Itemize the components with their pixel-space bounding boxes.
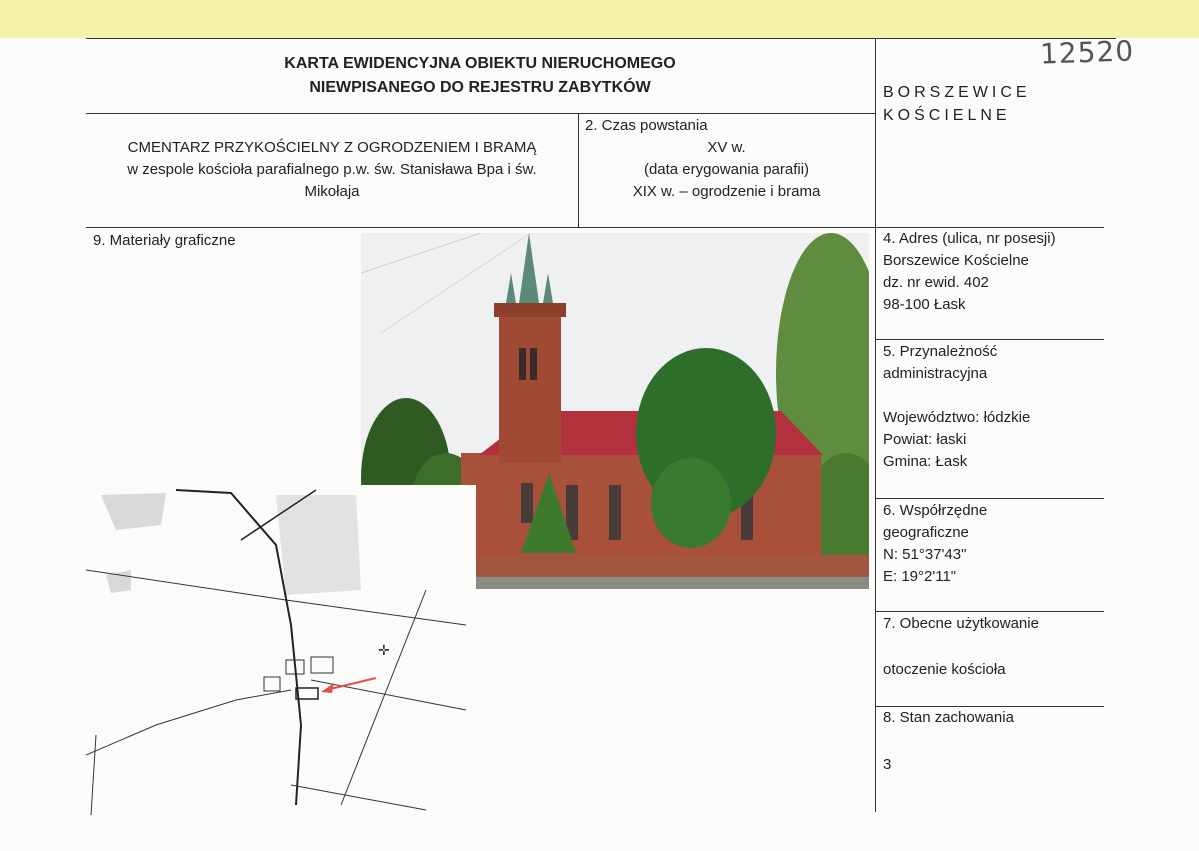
longitude-value: E: 19°2'11" <box>883 568 957 585</box>
handwritten-number: 12520 <box>1039 34 1135 71</box>
location-map <box>86 485 476 815</box>
graphics-label: 9. Materiały graficzne <box>93 232 236 249</box>
admin-divider <box>875 498 1104 499</box>
scan-top-band <box>0 0 1199 38</box>
address-line-1: Borszewice Kościelne <box>883 252 1029 269</box>
title-line-1: KARTA EWIDENCYJNA OBIEKTU NIERUCHOMEGO <box>284 55 676 72</box>
address-section <box>883 228 1056 316</box>
creation-line-1: XV w. <box>707 139 746 156</box>
address-divider <box>875 339 1104 340</box>
right-column-divider <box>875 38 876 812</box>
coords-label-2: geograficzne <box>883 524 969 541</box>
locality-name <box>883 81 1031 127</box>
coords-section <box>883 500 987 588</box>
coords-divider <box>875 611 1104 612</box>
admin-section <box>883 341 1030 473</box>
condition-value: 3 <box>883 756 892 773</box>
object-line-3: Mikołaja <box>304 183 360 200</box>
object-line-2: w zespole kościoła parafialnego p.w. św. Stanisława Bpa i św. <box>127 161 537 178</box>
creation-label: 2. Czas powstania <box>585 117 708 134</box>
locality-line-1: BORSZEWICE <box>883 84 1031 101</box>
title-divider <box>86 113 875 114</box>
creation-line-3: XIX w. – ogrodzenie i brama <box>632 183 821 200</box>
creation-line-2: (data erygowania parafii) <box>643 161 810 178</box>
county-value: Powiat: łaski <box>883 431 967 448</box>
commune-value: Gmina: Łask <box>883 453 968 470</box>
address-line-2: dz. nr ewid. 402 <box>883 274 989 291</box>
admin-label-1: 5. Przynależność <box>883 343 998 360</box>
condition-label: 8. Stan zachowania <box>883 709 1014 726</box>
address-line-3: 98-100 Łask <box>883 296 966 313</box>
coords-label-1: 6. Współrzędne <box>883 502 988 519</box>
creation-values <box>578 137 875 203</box>
address-label: 4. Adres (ulica, nr posesji) <box>883 230 1056 247</box>
title-line-2: NIEWPISANEGO DO REJESTRU ZABYTKÓW <box>309 79 651 96</box>
usage-value: otoczenie kościoła <box>883 661 1006 678</box>
usage-label: 7. Obecne użytkowanie <box>883 615 1039 632</box>
document-title <box>200 52 760 100</box>
frame-top-line <box>86 38 1116 39</box>
object-name: CMENTARZ PRZYKOŚCIELNY Z OGRODZENIEM I BRAMĄ <box>127 139 537 156</box>
svg-text:✛: ✛ <box>378 643 390 659</box>
latitude-value: N: 51°37'43" <box>883 546 967 563</box>
voivodeship-value: Województwo: łódzkie <box>883 409 1031 426</box>
object-description <box>86 137 578 203</box>
locality-line-2: KOŚCIELNE <box>883 107 1011 124</box>
admin-label-2: administracyjna <box>883 365 988 382</box>
